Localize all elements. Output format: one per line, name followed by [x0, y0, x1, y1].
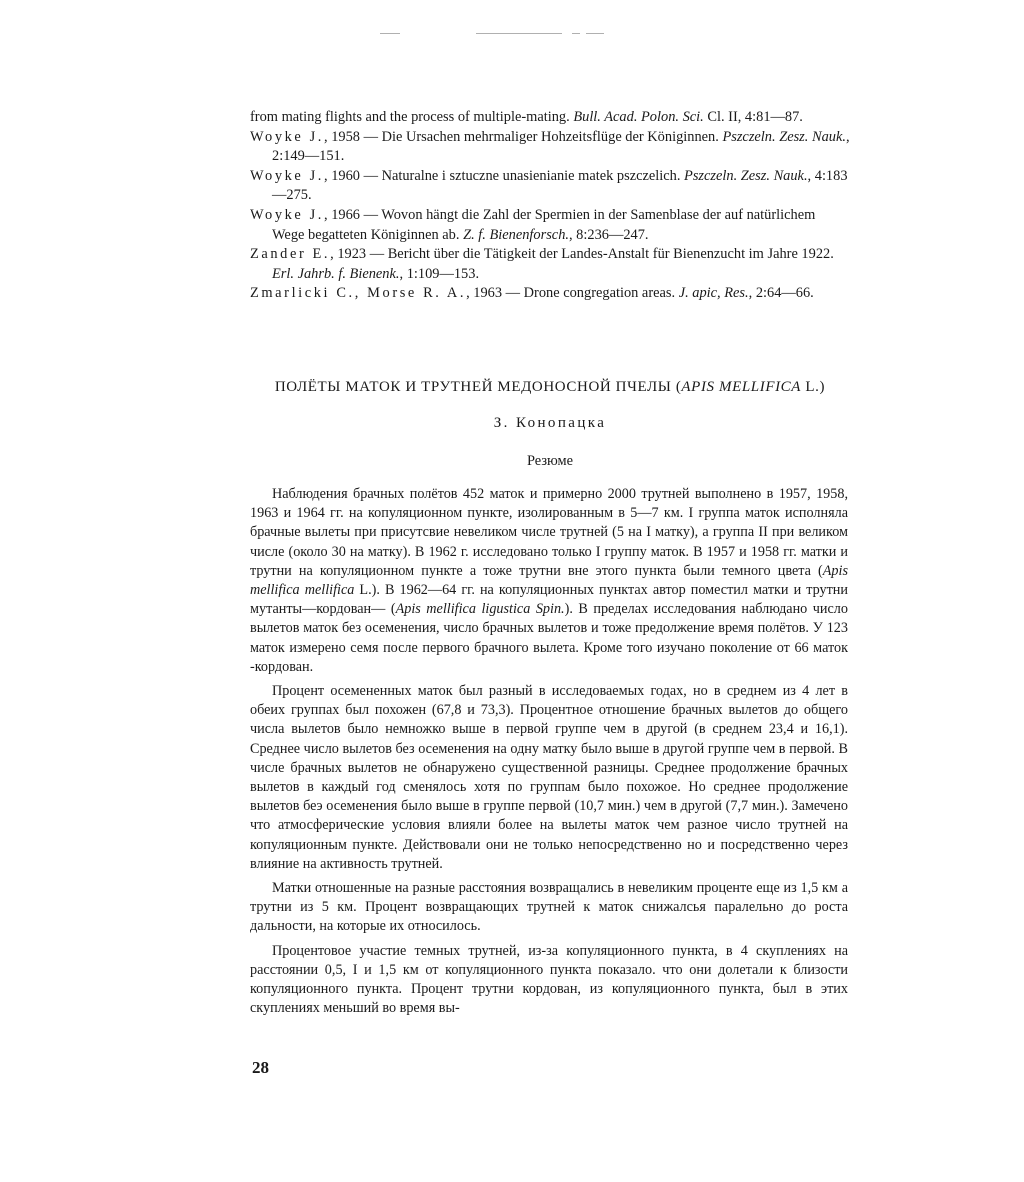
- scan-mark: [586, 33, 604, 34]
- body-paragraph: Процент осемененных маток был разный в исследоваемых годах, но в среднем из 4 лет в обеих группах был похожен (67,8 и 73,3). Процентное отношение брачных вылетов до общего числа вылетов было немножко выше в первой группе чем в другой (в среднем 23,4 и 16,1). Среднее число вылетов без осеменения на одну матку было выше в другой группе чем в первой. В числе брачных вылетов не обнаружено существенной разницы. Среднее продолжение брачных вылетов в каждый год сменялось хотя по группам было похожое. Но среднее продолжение вылетов беэ осеменения было выше в группе первой (10,7 мин.) чем в другой (7,7 мин.). Замечено что атмосферические условия влияли более на вылеты маток чем разное число трутней на копуляционным пункте. Действовали они не только непосредственно но и посредственно через влияние на активность трутней.: [250, 683, 848, 872]
- article-author: З. Конопацка: [493, 415, 607, 431]
- reference-tail: , 2:149—151.: [272, 128, 850, 165]
- reference-text: , 1963 — Drone congregation areas.: [466, 285, 679, 302]
- resume-heading: Резюме: [526, 453, 574, 469]
- title-main: ПОЛЁТЫ МАТОК И ТРУТНЕЙ МЕДОНОСНОЙ ПЧЕЛЫ (: [274, 379, 682, 395]
- reference-tail: , 4:183—275.: [272, 167, 848, 204]
- resume-body: [250, 485, 848, 1023]
- reference-tail: Cl. II, 4:81—87.: [703, 109, 803, 125]
- title-species: APIS MELLIFICA: [681, 379, 802, 395]
- references-list: [250, 108, 850, 304]
- reference-journal: Bull. Acad. Polon. Sci.: [573, 109, 704, 125]
- reference-entry: [250, 245, 850, 284]
- reference-entry: [250, 108, 850, 128]
- reference-journal: J. apic, Res.: [678, 285, 749, 302]
- paragraph-text: ). В пределах исследования наблюдано число вылетов маток без осеменения, число брачных вылетов и тоже предолжение время полётов. У 123 маток измерено семя после первого брачного вылета. Кроме того изучано поколение от 66 маток -кордован.: [250, 601, 848, 675]
- title-end: L.): [801, 379, 826, 395]
- reference-journal: Z. f. Bienenforsch.: [463, 226, 569, 243]
- body-paragraph: Процентовое участие темных трутней, из-за копуляционного пункта, в 4 скуплениях на расстоянии 0,5, I и 1,5 км от копуляционного пункта показало. что они долетали к близости копуляционного пункта. Процент трутни кордован, из копуляционного пункта, был в этих скуплениях меньший во время вы-: [250, 942, 848, 1017]
- reference-text: , 1960 — Naturalne i sztuczne unasienianie matek pszczelich.: [324, 167, 685, 184]
- reference-entry: [250, 128, 850, 167]
- reference-entry: [250, 206, 850, 245]
- reference-author: Woyke J.: [250, 206, 324, 223]
- article-title: [250, 379, 850, 396]
- reference-tail: , 8:236—247.: [568, 226, 649, 243]
- reference-text: , 1966 — Wovon hängt die Zahl der Spermien in der Samenblase der auf natürlichem Wege begatteten Königinnen ab.: [272, 206, 816, 243]
- reference-journal: Pszczeln. Zesz. Nauk.: [722, 128, 846, 145]
- reference-text: from mating flights and the process of multiple-mating.: [250, 109, 574, 125]
- scan-mark: [380, 33, 400, 34]
- species-name: Apis mellifica ligustica Spin.: [395, 601, 565, 618]
- scan-mark: [572, 33, 580, 34]
- body-paragraph: Матки отношенные на разные расстояния возвращались в невеликим проценте еще из 1,5 км а трутни из 5 км. Процент возвращающих трутней к маток снижалсья паралельно до роста дальности, на которые их относилось.: [250, 880, 848, 935]
- reference-tail: , 2:64—66.: [748, 285, 814, 302]
- paragraph-text: Наблюдения брачных полётов 452 маток и примерно 2000 трутней выполнено в 1957, 1958, 1963 и 1964 гг. на копуляционном пункте, изолированным в 5—7 км. I группа маток исполняла брачные вылеты при присутсвие невеликом числе трутней (5 на I матку), а группа II при великом числе (около 30 на матку). В 1962 г. исследовано только I группу маток. В 1957 и 1958 гг. матки и трутни на копуляционном пункте а тоже трутни вне этого пункта были темного цвета (: [250, 486, 848, 579]
- reference-author: Zander E.: [250, 246, 331, 263]
- body-paragraph: [250, 485, 848, 677]
- page-number: 28: [252, 1058, 269, 1077]
- reference-author: Zmarlicki C., Morse R. A.: [250, 285, 467, 302]
- scan-artifact-lines: [380, 33, 620, 34]
- reference-text: , 1923 — Bericht über die Tätigkeit der Landes-Anstalt für Bienenzucht im Jahre 1922.: [330, 246, 834, 263]
- reference-entry: [250, 284, 850, 304]
- reference-author: Woyke J.: [250, 167, 324, 184]
- reference-text: , 1958 — Die Ursachen mehrmaliger Hohzeitsflüge der Königinnen.: [324, 128, 723, 145]
- reference-journal: Erl. Jahrb. f. Bienenk.: [272, 265, 400, 282]
- reference-journal: Pszczeln. Zesz. Nauk.: [684, 167, 808, 184]
- reference-entry: [250, 167, 850, 206]
- species-name: Apis mellifica mellifica: [250, 562, 848, 599]
- scan-mark: [476, 33, 562, 34]
- paragraph-text: L.). В 1962—64 гг. на копуляционных пунктах автор поместил матки и трутни мутанты—кордован— (: [250, 582, 848, 618]
- reference-tail: , 1:109—153.: [399, 265, 480, 282]
- reference-author: Woyke J.: [250, 128, 324, 145]
